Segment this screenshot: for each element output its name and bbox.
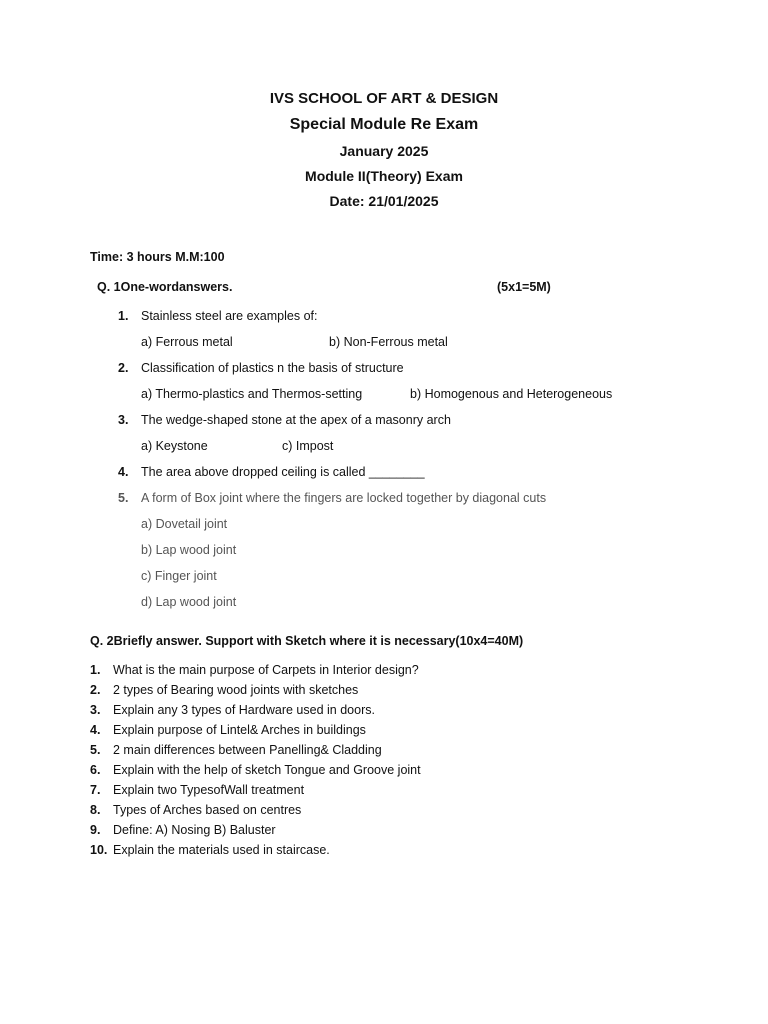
- exam-month: January 2025: [339, 143, 429, 159]
- q2-item-text: Types of Arches based on centres: [113, 803, 302, 817]
- q1-item-number: 5.: [118, 491, 129, 505]
- q2-item-text: Explain with the help of sketch Tongue and Groove joint: [113, 763, 421, 777]
- q2-item-text: 2 types of Bearing wood joints with sketches: [113, 683, 359, 697]
- q1-marks: (5x1=5M): [497, 280, 551, 294]
- q2-item-number: 8.: [90, 803, 101, 817]
- q2-item-number: 3.: [90, 703, 101, 717]
- school-name: IVS SCHOOL OF ART & DESIGN: [269, 90, 499, 107]
- q1-option: b) Non-Ferrous metal: [329, 335, 448, 349]
- q1-option: b) Homogenous and Heterogeneous: [410, 387, 613, 401]
- q2-item-number: 10.: [90, 843, 108, 857]
- q2-item-text: What is the main purpose of Carpets in Interior design?: [113, 663, 419, 677]
- q1-item-text: A form of Box joint where the fingers are locked together by diagonal cuts: [141, 491, 547, 505]
- q1-heading: Q. 1One-wordanswers.: [97, 280, 233, 294]
- q2-item-text: Explain any 3 types of Hardware used in doors.: [113, 703, 375, 717]
- q1-item-text: Classification of plastics n the basis of structure: [141, 361, 404, 375]
- q1-option: c) Finger joint: [141, 569, 217, 583]
- q2-item-number: 4.: [90, 723, 101, 737]
- q1-option: a) Ferrous metal: [141, 335, 233, 349]
- q2-item-text: Explain purpose of Lintel& Arches in buildings: [113, 723, 366, 737]
- exam-date: Date: 21/01/2025: [329, 193, 439, 209]
- q2-item-text: Define: A) Nosing B) Baluster: [113, 823, 276, 837]
- q1-item-number: 3.: [118, 413, 129, 427]
- q1-option: a) Keystone: [141, 439, 208, 453]
- q1-item-text: Stainless steel are examples of:: [141, 309, 318, 323]
- q1-item-text: The area above dropped ceiling is called ________: [141, 465, 425, 479]
- q1-item-text: The wedge-shaped stone at the apex of a masonry arch: [141, 413, 451, 427]
- q1-item-number: 2.: [118, 361, 129, 375]
- q1-option: c) Impost: [282, 439, 334, 453]
- q2-heading: Q. 2Briefly answer. Support with Sketch where it is necessary(10x4=40M): [90, 634, 524, 648]
- q1-option: b) Lap wood joint: [141, 543, 237, 557]
- q2-item-text: Explain the materials used in staircase.: [113, 843, 330, 857]
- exam-title: Special Module Re Exam: [289, 116, 479, 133]
- q2-item-number: 9.: [90, 823, 101, 837]
- time-marks-line: Time: 3 hours M.M:100: [90, 250, 225, 264]
- q1-item-number: 4.: [118, 465, 129, 479]
- q2-item-text: 2 main differences between Panelling& Cladding: [113, 743, 382, 757]
- q2-item-number: 7.: [90, 783, 101, 797]
- q1-item-number: 1.: [118, 309, 129, 323]
- q2-item-number: 5.: [90, 743, 101, 757]
- q1-option: a) Thermo-plastics and Thermos-setting: [141, 387, 363, 401]
- q2-item-number: 2.: [90, 683, 101, 697]
- q1-option: d) Lap wood joint: [141, 595, 237, 609]
- q2-item-text: Explain two TypesofWall treatment: [113, 783, 305, 797]
- module-name: Module II(Theory) Exam: [305, 168, 463, 184]
- q1-option: a) Dovetail joint: [141, 517, 228, 531]
- q2-item-number: 6.: [90, 763, 101, 777]
- q2-item-number: 1.: [90, 663, 101, 677]
